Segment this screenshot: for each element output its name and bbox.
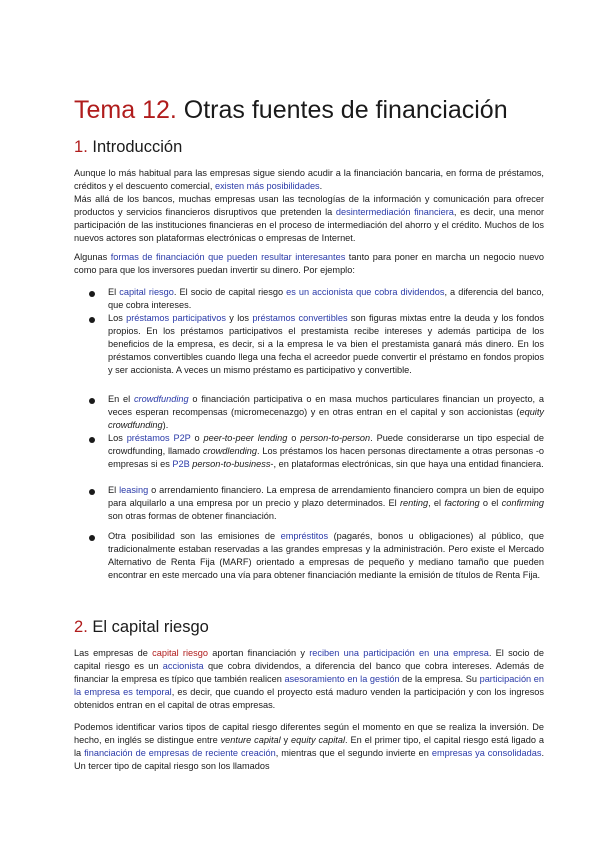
text: o el bbox=[479, 498, 502, 508]
text: Los bbox=[108, 313, 127, 323]
page-title bbox=[74, 94, 508, 126]
list-item-emprestitos bbox=[108, 530, 544, 582]
italic-text: confirming bbox=[501, 498, 545, 508]
section-number: 1 bbox=[74, 138, 84, 156]
capital-riesgo-paragraph-1 bbox=[74, 647, 544, 712]
section-dot: . bbox=[83, 138, 88, 156]
text: , es decir, una menor participación de las instituciones financieras en el proceso de intermediación del ahorro y el crédito. Muchos de los nuevos actores son plataformas electrónicas o empresas de Internet. bbox=[74, 207, 545, 243]
bullet-dot bbox=[89, 291, 95, 297]
text: , a diferencia del banco, que cobra intereses. bbox=[108, 287, 544, 310]
text: de la empresa. Su bbox=[399, 674, 480, 684]
text: Otra posibilidad son las emisiones de bbox=[108, 531, 281, 541]
section-title: Introducción bbox=[87, 138, 183, 156]
section-heading-capital-riesgo bbox=[74, 617, 209, 637]
bullet-dot bbox=[89, 437, 95, 443]
text: Más allá de los bancos, muchas empresas usan las tecnologías de la información y comunicación para ofrecer productos y servicios financieros disruptivos que pretenden la bbox=[74, 194, 544, 217]
text: Algunas bbox=[74, 252, 111, 262]
intro-paragraph-2 bbox=[74, 251, 544, 277]
italic-text: renting bbox=[399, 498, 429, 508]
text: . Un tercer tipo de capital riesgo son los llamados bbox=[74, 748, 545, 771]
section-title: El capital riesgo bbox=[87, 618, 209, 636]
link-accionista-dividendos[interactable]: es un accionista que cobra dividendos bbox=[286, 287, 445, 297]
text: , el bbox=[428, 498, 445, 508]
intro-paragraph-1 bbox=[74, 167, 544, 245]
text: y bbox=[280, 735, 292, 745]
text: son otras formas de obtener financiación. bbox=[108, 511, 277, 521]
text: Las empresas de bbox=[74, 648, 153, 658]
italic-text: equity crowdfunding bbox=[108, 407, 544, 430]
link-capital-riesgo[interactable]: capital riesgo bbox=[119, 287, 174, 297]
link-asesoramiento-gestion[interactable]: asesoramiento en la gestión bbox=[284, 674, 400, 684]
text: El bbox=[108, 287, 120, 297]
text: Aunque lo más habitual para las empresas sigue siendo acudir a la financiación bancaria, en forma de préstamos, créditos y el descuento comercial, bbox=[74, 168, 544, 191]
text: y los bbox=[225, 313, 253, 323]
link-prestamos-p2p[interactable]: préstamos P2P bbox=[126, 433, 191, 443]
text: que cobra dividendos, a diferencia del banco que cobra intereses. Además de financiar la empresa es típico que también realicen bbox=[74, 661, 544, 684]
section-number: 2 bbox=[74, 618, 84, 636]
text: (pagarés, bonos u obligaciones) al público, que tradicionalmente estaban reservadas a las grandes empresas y la administración. Pero existe el Mercado Alternativo de Renta Fija (MARF) orientado a empresas de pequeño y mediano tamaño que pueden encontrar en este mercado una vía para obtener financiación mediante la emisión de títulos de Renta Fija. bbox=[108, 531, 544, 580]
text: son figuras mixtas entre la deuda y los fondos propios. En los préstamos participativos el prestamista recibe intereses y además participa de los beneficios de la empresa, es decir, si a la empresa le va bien el prestamista ganará más dinero. En los préstamos convertibles cuando llega una fecha el acreedor puede convertir el préstamo en fondos propios y ser accionista. A veces un mismo préstamo es participativo y convertible. bbox=[108, 313, 544, 375]
link-prestamos-convertibles[interactable]: préstamos convertibles bbox=[252, 313, 348, 323]
text: En el bbox=[108, 394, 134, 404]
italic-text: person-to-person bbox=[300, 433, 371, 443]
title-text: Otras fuentes de financiación bbox=[176, 96, 508, 124]
text: o bbox=[287, 433, 301, 443]
link-leasing[interactable]: leasing bbox=[119, 485, 149, 495]
link-emprestitos[interactable]: empréstitos bbox=[280, 531, 329, 541]
link-participacion-temporal[interactable]: participación en la empresa es temporal bbox=[74, 674, 544, 697]
text: . El socio de capital riesgo bbox=[173, 287, 287, 297]
text: o financiación participativa o en masa muchos particulares financian un proyecto, a veces esperan recompensas (micromecenazgo) y en otras entran en el capital y son accionistas ( bbox=[108, 394, 544, 417]
title-number: Tema 12 bbox=[74, 96, 170, 124]
link-accionista[interactable]: accionista bbox=[162, 661, 204, 671]
link-capital-riesgo-red[interactable]: capital riesgo bbox=[152, 648, 208, 658]
italic-text: crowdlending bbox=[202, 446, 258, 456]
link-empresas-consolidadas[interactable]: empresas ya consolidadas bbox=[431, 748, 542, 758]
link-formas-de-financiacion[interactable]: formas de financiación que pueden resultar interesantes bbox=[110, 252, 346, 262]
text: Podemos identificar varios tipos de capital riesgo diferentes según el momento en que se realiza la inversión. De hecho, en inglés se distingue entre bbox=[74, 722, 544, 745]
list-item-p2p bbox=[108, 432, 544, 471]
text: o arrendamiento financiero. La empresa de arrendamiento financiero compra un bien de equipo para alquilarlo a una empresa por un precio y plazo determinados. El bbox=[108, 485, 544, 508]
text: . El socio de capital riesgo es un bbox=[74, 648, 544, 671]
text: -, en plataformas electrónicas, sin que haya una entidad financiera. bbox=[270, 459, 544, 469]
link-p2b[interactable]: P2B bbox=[172, 459, 190, 469]
link-desintermediacion-financiera[interactable]: desintermediación financiera bbox=[335, 207, 454, 217]
text: o bbox=[190, 433, 204, 443]
section-heading-intro bbox=[74, 137, 182, 157]
text: tanto para poner en marcha un negocio nuevo como para que los inversores puedan invertir su dinero. Por ejemplo: bbox=[74, 252, 545, 275]
bullet-dot bbox=[89, 317, 95, 323]
link-existen-mas-posibilidades[interactable]: existen más posibilidades bbox=[214, 181, 320, 191]
italic-text: factoring bbox=[444, 498, 480, 508]
link-crowdfunding[interactable]: crowdfunding bbox=[133, 394, 189, 404]
text: , es decir, que cuando el proyecto está maduro venden la participación y con los ingresos obtenidos entran en el capital de otras empresas. bbox=[74, 687, 544, 710]
bullet-dot bbox=[89, 535, 95, 541]
list-item-leasing bbox=[108, 484, 544, 523]
text: ). bbox=[162, 420, 169, 430]
text: , mientras que el segundo invierte en bbox=[275, 748, 432, 758]
text: . Puede considerarse un tipo especial de crowdfunding, llamado bbox=[108, 433, 544, 456]
list-item-capital-riesgo bbox=[108, 286, 544, 312]
link-reciben-participacion[interactable]: reciben una participación en una empresa bbox=[309, 648, 489, 658]
section-dot: . bbox=[83, 618, 88, 636]
text: Los bbox=[108, 433, 127, 443]
capital-riesgo-paragraph-2 bbox=[74, 721, 544, 773]
title-dot: . bbox=[169, 96, 177, 124]
italic-text: venture capital bbox=[220, 735, 281, 745]
list-item-crowdfunding bbox=[108, 393, 544, 432]
text: aportan financiación y bbox=[207, 648, 310, 658]
text: . Los préstamos los hacen personas directamente a otras personas -o empresas si es bbox=[108, 446, 545, 469]
link-empresas-reciente-creacion[interactable]: financiación de empresas de reciente creación bbox=[84, 748, 276, 758]
italic-text: peer-to-peer lending bbox=[203, 433, 288, 443]
text: . En el primer tipo, el capital riesgo está ligado a la bbox=[74, 735, 544, 758]
italic-text: person-to-business bbox=[192, 459, 271, 469]
text: . bbox=[319, 181, 323, 191]
italic-text: equity capital bbox=[291, 735, 346, 745]
bullet-dot bbox=[89, 398, 95, 404]
bullet-dot bbox=[89, 489, 95, 495]
text: El bbox=[108, 485, 120, 495]
list-item-prestamos bbox=[108, 312, 544, 377]
link-prestamos-participativos[interactable]: préstamos participativos bbox=[126, 313, 226, 323]
